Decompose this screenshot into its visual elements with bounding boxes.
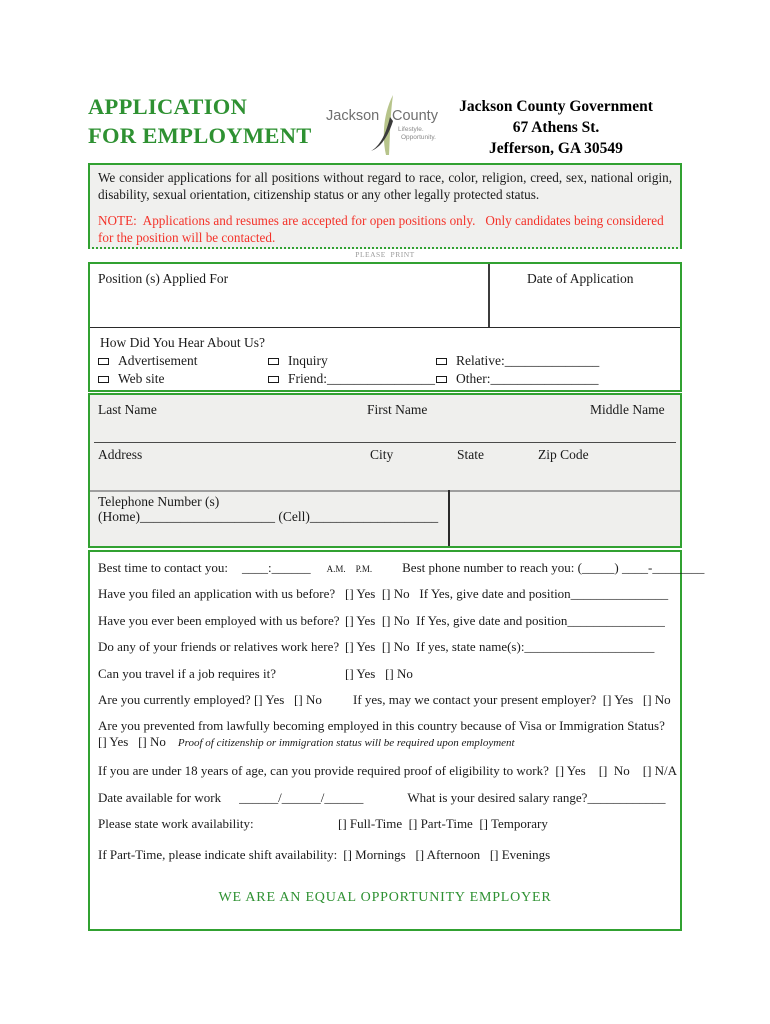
visa-question: Are you prevented from lawfully becoming employed in this country because of Visa or Immigration Status? <box>98 718 665 733</box>
filed-before-answer[interactable]: [] Yes [] No If Yes, give date and position_______________ <box>345 586 669 601</box>
employed-before-answer[interactable]: [] Yes [] No If Yes, give date and position_______________ <box>345 613 665 628</box>
logo-tagline-opportunity: Opportunity. <box>401 134 436 141</box>
form-title-line1: APPLICATION <box>88 94 248 119</box>
please-print-label: PLEASE PRINT <box>355 250 415 259</box>
equal-opportunity-footer: WE ARE AN EQUAL OPPORTUNITY EMPLOYER <box>218 890 552 905</box>
best-phone-field[interactable]: Best phone number to reach you: (_____) ____-________ <box>402 560 705 575</box>
contact-time-blank[interactable]: ____:______ <box>241 560 311 575</box>
organization-name: Jackson County Government <box>459 98 653 115</box>
currently-employed-question[interactable]: Are you currently employed? [] Yes [] No <box>98 692 322 707</box>
address-label: Address <box>98 447 143 462</box>
middle-name-label: Middle Name <box>590 402 665 417</box>
logo-word-jackson: Jackson <box>326 108 380 124</box>
shift-availability-answer[interactable]: [] Mornings [] Afternoon [] Evenings <box>343 847 551 862</box>
inquiry-label: Inquiry <box>288 353 328 368</box>
telephone-cell-divider <box>448 490 450 546</box>
work-availability-question: Please state work availability: <box>98 816 254 831</box>
address-row-separator <box>90 490 680 492</box>
friends-relatives-row <box>98 639 674 655</box>
contact-time-label: Best time to contact you: <box>98 560 228 575</box>
friends-relatives-answer[interactable]: [] Yes [] No If yes, state name(s):____________________ <box>345 639 655 654</box>
employed-before-row <box>98 613 674 629</box>
pm-label[interactable]: P.M. <box>355 564 373 574</box>
questions-section-box <box>88 550 705 931</box>
friends-relatives-question: Do any of your friends or relatives work here? <box>98 639 340 654</box>
under-18-row <box>98 763 678 779</box>
visa-answer-row <box>98 734 674 750</box>
last-name-label: Last Name <box>98 402 157 417</box>
logo-word-county: County <box>392 108 438 124</box>
hear-option-website[interactable] <box>98 371 165 387</box>
jackson-county-logo <box>324 94 448 156</box>
position-section-box <box>88 262 682 392</box>
advertisement-checkbox[interactable] <box>98 358 109 365</box>
friend-checkbox[interactable] <box>268 376 279 383</box>
shift-availability-row <box>98 847 674 863</box>
visa-question-row <box>98 718 674 734</box>
hear-option-friend[interactable] <box>268 371 435 387</box>
open-positions-note: NOTE: Applications and resumes are accepted for open positions only. Only candidates being considered for the position will be contacted. <box>98 213 667 245</box>
shift-availability-question: If Part-Time, please indicate shift availability: <box>98 847 338 862</box>
website-checkbox[interactable] <box>98 376 109 383</box>
logo-tagline-lifestyle: Lifestyle. <box>398 126 424 133</box>
zip-code-label: Zip Code <box>538 447 589 462</box>
form-title-line2: FOR EMPLOYMENT <box>88 123 312 148</box>
position-row-separator <box>90 327 680 328</box>
relative-label: Relative:______________ <box>456 353 600 368</box>
name-row-underline[interactable] <box>94 442 676 443</box>
contact-employer-answer[interactable]: If yes, may we contact your present employer? [] Yes [] No <box>353 692 671 707</box>
organization-street: 67 Athens St. <box>512 119 600 136</box>
city-label: City <box>370 447 394 462</box>
currently-employed-row <box>98 692 674 708</box>
other-label: Other:________________ <box>456 371 599 386</box>
under-18-question-answer[interactable]: If you are under 18 years of age, can you provide required proof of eligibility to work? [] Yes [] No [] N/A <box>98 763 678 778</box>
first-name-label: First Name <box>367 402 428 417</box>
hear-option-other[interactable] <box>436 371 599 387</box>
hear-option-advertisement[interactable] <box>98 353 197 369</box>
work-availability-answer[interactable]: [] Full-Time [] Part-Time [] Temporary <box>338 816 548 831</box>
salary-range-field[interactable]: What is your desired salary range?____________ <box>407 790 666 805</box>
travel-row <box>98 666 674 682</box>
filed-before-question: Have you filed an application with us before? <box>98 586 336 601</box>
telephone-blank-fields[interactable]: (Home)____________________ (Cell)___________________ <box>98 509 439 524</box>
date-available-label: Date available for work <box>98 790 222 805</box>
hear-option-relative[interactable] <box>436 353 599 369</box>
relative-checkbox[interactable] <box>436 358 447 365</box>
website-label: Web site <box>118 371 165 386</box>
contact-time-row <box>98 560 705 576</box>
hear-option-inquiry[interactable] <box>268 353 328 369</box>
visa-proof-note: Proof of citizenship or immigration status will be required upon employment <box>177 737 515 749</box>
employed-before-question: Have you ever been employed with us before? <box>98 613 340 628</box>
position-date-divider <box>488 264 490 327</box>
form-title <box>88 92 312 150</box>
filed-before-row <box>98 586 674 602</box>
visa-answer[interactable]: [] Yes [] No <box>98 734 166 749</box>
telephone-label: Telephone Number (s) <box>98 494 220 509</box>
inquiry-checkbox[interactable] <box>268 358 279 365</box>
eeo-notice-box <box>88 163 682 249</box>
am-label[interactable]: A.M. <box>326 564 346 574</box>
date-available-row <box>98 790 674 806</box>
friend-label: Friend:________________ <box>288 371 435 386</box>
date-available-blank[interactable]: ______/______/______ <box>239 790 364 805</box>
organization-city: Jefferson, GA 30549 <box>489 140 623 157</box>
travel-question: Can you travel if a job requires it? <box>98 666 276 681</box>
other-checkbox[interactable] <box>436 376 447 383</box>
logo-swoosh-icon <box>370 94 404 156</box>
advertisement-label: Advertisement <box>118 353 198 368</box>
state-label: State <box>457 447 484 462</box>
position-applied-label: Position (s) Applied For <box>98 271 229 286</box>
work-availability-row <box>98 816 674 832</box>
travel-answer[interactable]: [] Yes [] No <box>345 666 413 681</box>
organization-address-block <box>438 96 674 159</box>
date-of-application-label: Date of Application <box>527 271 634 286</box>
personal-info-box <box>88 393 682 548</box>
hear-about-us-title: How Did You Hear About Us? <box>100 335 265 350</box>
eeo-notice-text: We consider applications for all positions without regard to race, color, religion, creed, sex, national origin, disability, sexual orientation, citizenship status or any other legally protected status. <box>98 170 672 202</box>
